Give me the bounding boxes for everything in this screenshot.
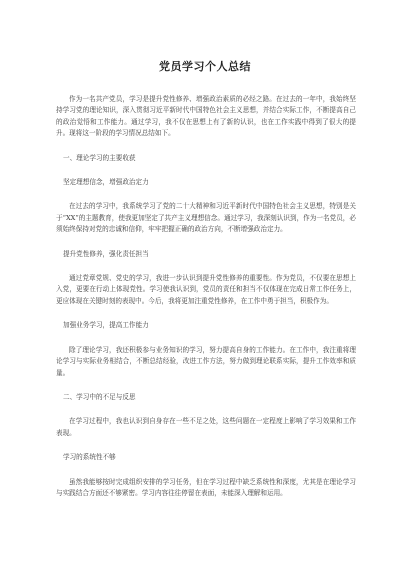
section-heading-2: 二、学习中的不足与反思 xyxy=(63,392,136,401)
document-title: 党员学习个人总结 xyxy=(159,60,251,73)
paragraph-shortcomings: 在学习过程中，我也认识到自身存在一些不足之处，这些问题在一定程度上影响了学习效果和工作表现。 xyxy=(56,417,356,437)
paragraph-systematic: 虽然我能够按时完成组织安排的学习任务，但在学习过程中缺乏系统性和深度，尤其是在理论学习与实践结合方面还不够紧密。学习内容往往停留在表面，未能深入理解和运用。 xyxy=(56,477,356,497)
paragraph-ideals: 在过去的学习中，我系统学习了党的二十大精神和习近平新时代中国特色社会主义思想，特别是关于“XX”的主题教育，使我更加坚定了共产主义理想信念。通过学习，我深刻认识到，作为一名党员，必须始终保持对党的忠诚和信仰，牢牢把握正确的政治方向，不断增强政治定力。 xyxy=(56,202,356,234)
subheading-business-study: 加强业务学习，提高工作能力 xyxy=(63,321,149,330)
subheading-ideals: 坚定理想信念，增强政治定力 xyxy=(63,178,149,187)
paragraph-business-study: 除了理论学习，我还积极参与业务知识的学习，努力提高自身的工作能力。在工作中，我注重将理论学习与实际业务相结合，不断总结经验，改进工作方法，努力做到理论联系实际，提升工作效率和质量。 xyxy=(56,345,356,377)
subheading-party-spirit: 提升党性修养，强化责任担当 xyxy=(63,249,149,258)
section-heading-1: 一、理论学习的主要收获 xyxy=(63,153,136,162)
intro-paragraph: 作为一名共产党员，学习是提升党性修养、增强政治素质的必经之路。在过去的一年中，我始终坚持学习党的理论知识，深入贯彻习近平新时代中国特色社会主义思想，并结合实际工作，不断提高自己的政治觉悟和工作能力。通过学习，我不仅在思想上有了新的认识，也在工作实践中得到了很大的提升。现将这一阶段的学习情况总结如下。 xyxy=(56,95,356,138)
document-body xyxy=(56,94,356,512)
paragraph-party-spirit: 通过党章党规、党史的学习，我进一步认识到提升党性修养的重要性。作为党员，不仅要在思想上入党，更要在行动上体现党性。学习使我认识到，党员的责任和担当不仅体现在完成日常工作任务上，更应体现在关键时刻的表现中。今后，我将更加注重党性修养，在工作中勇于担当，积极作为。 xyxy=(56,274,356,305)
subheading-systematic: 学习的系统性不够 xyxy=(63,453,116,462)
